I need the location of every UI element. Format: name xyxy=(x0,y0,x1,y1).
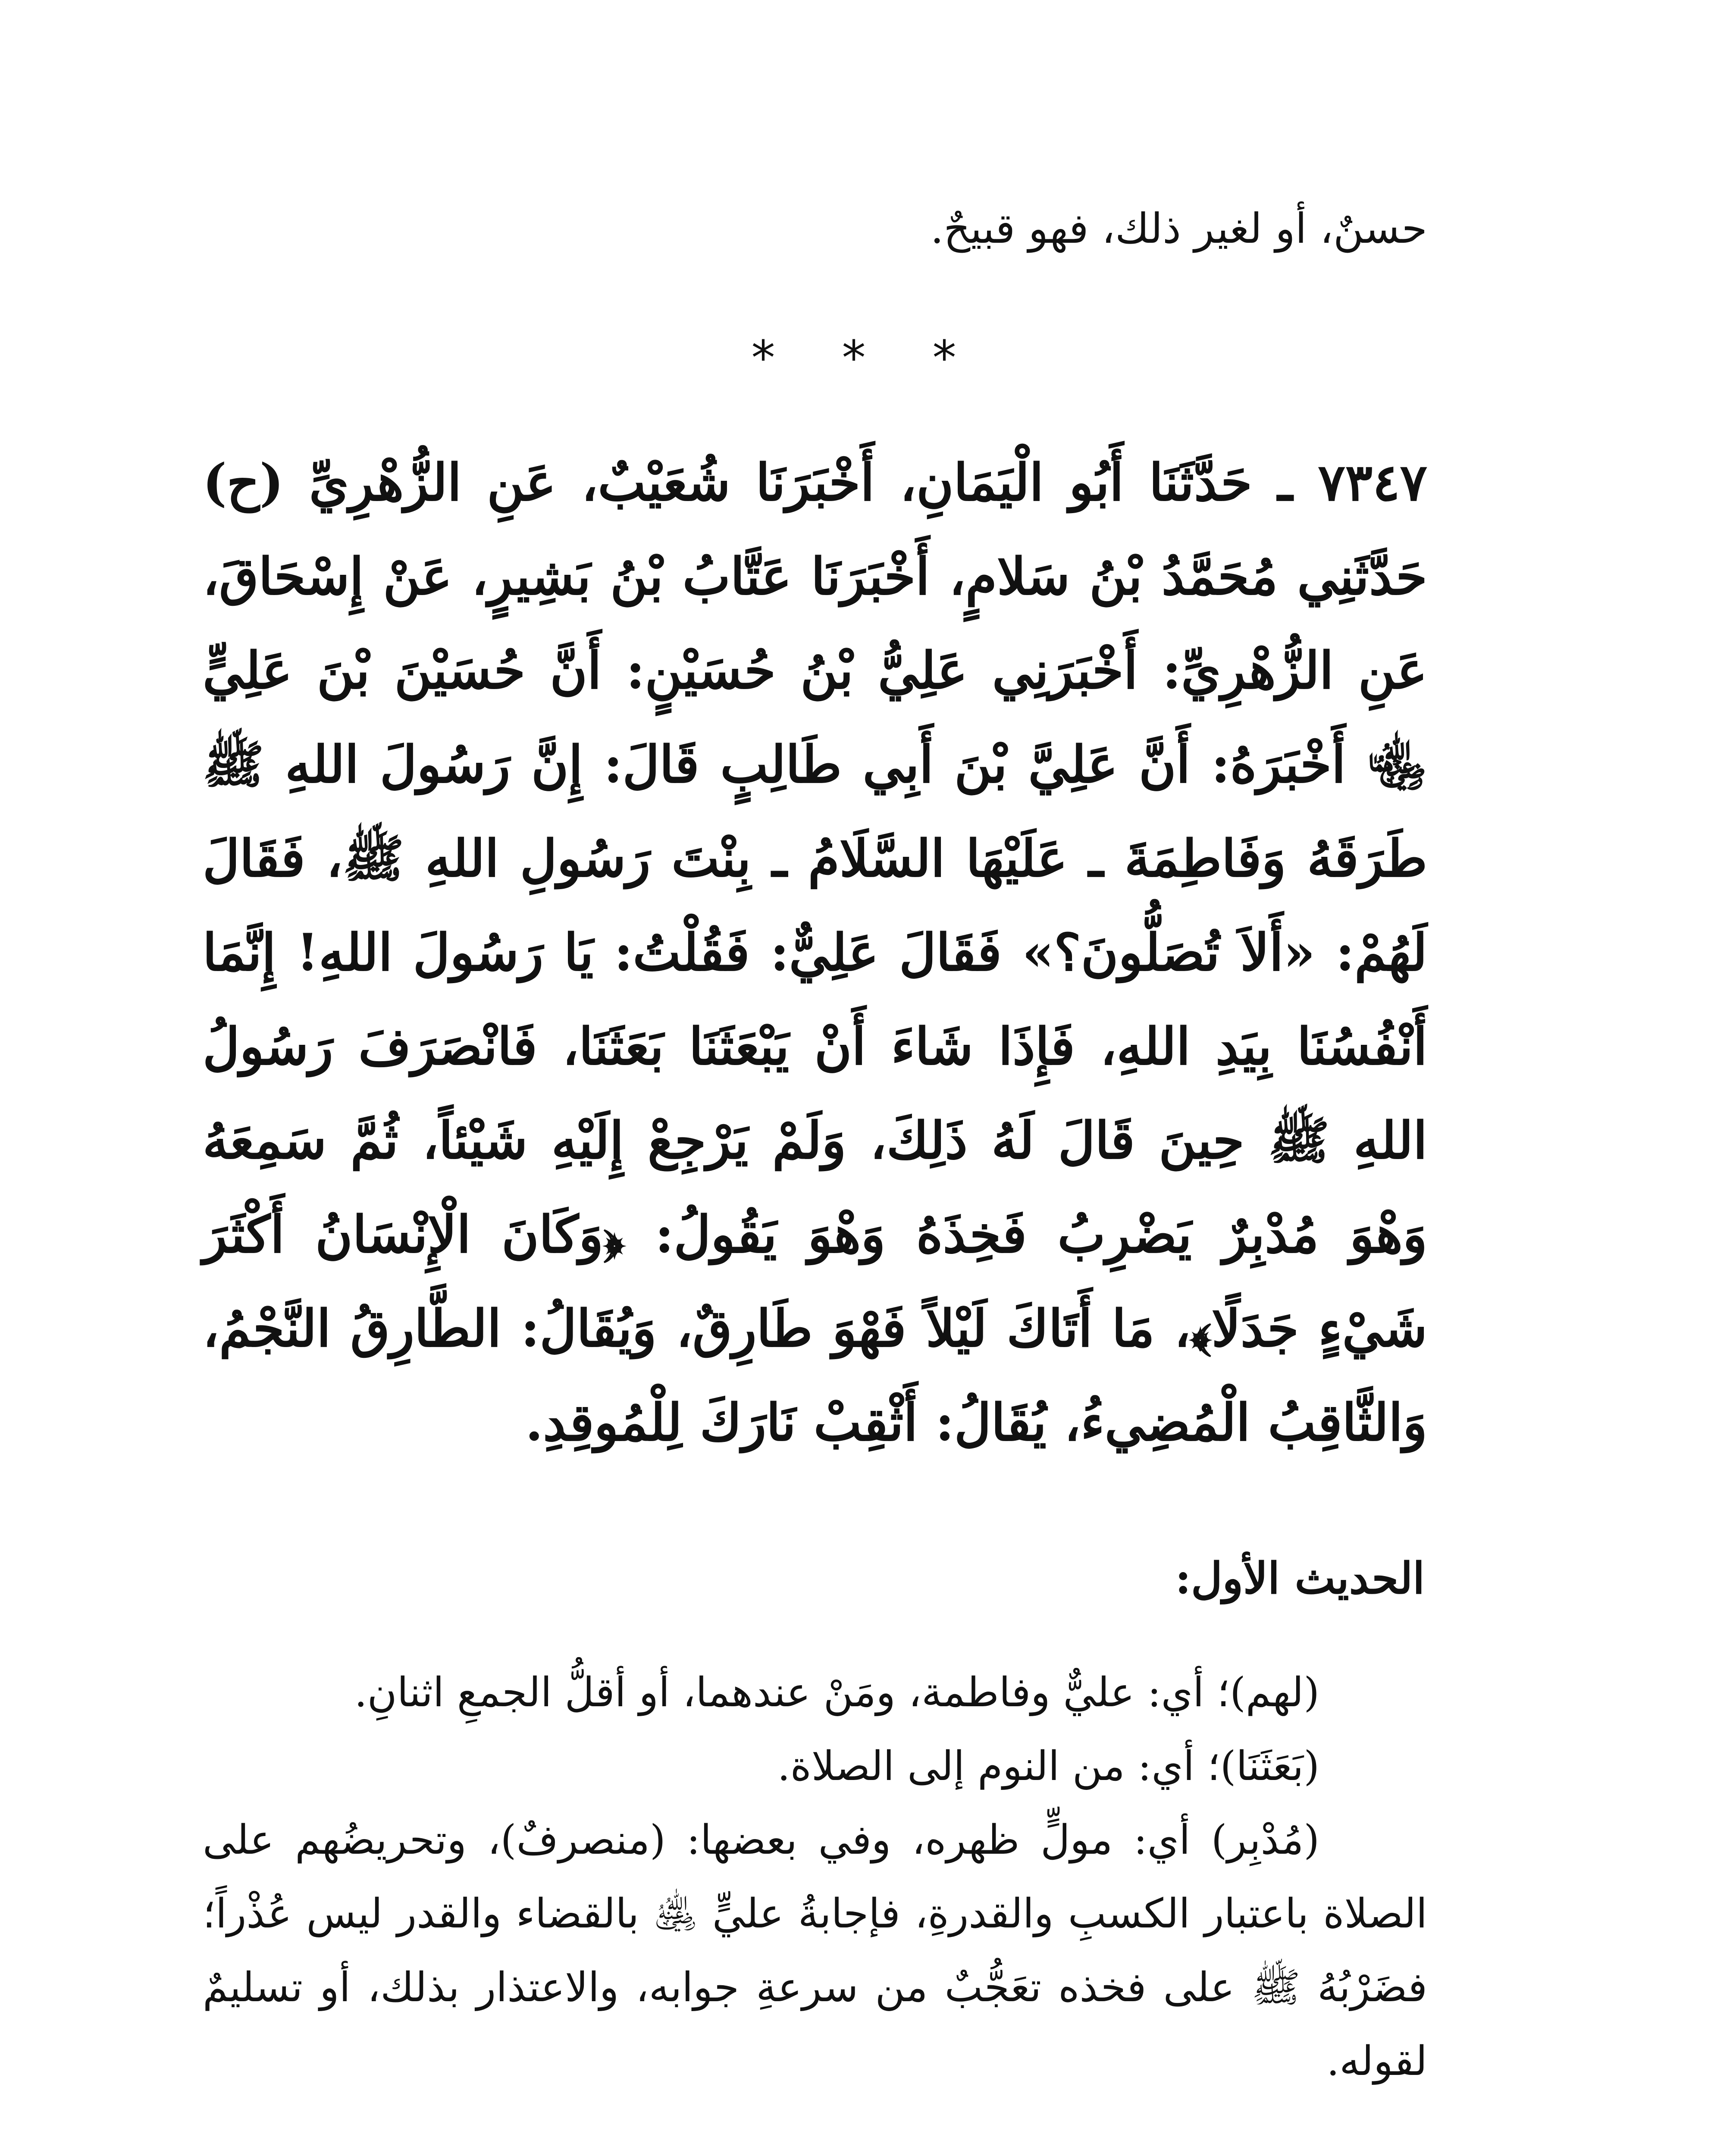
hadith-number: ٧٣٤٧ ـ xyxy=(1277,452,1427,512)
commentary-paragraph: (بَعَثَنَا)؛ أي: من النوم إلى الصلاة. xyxy=(777,1743,1319,1790)
commentary-paragraph: (مُدْبِر) أي: مولٍّ ظهره، وفي بعضها: (منصرفٌ)، وتحريضُهم على الصلاة باعتبار الكسبِ والقدرةِ، فإجابةُ عليٍّ ﵁ بالقضاء والقدر ليس عُذْراً؛ فضَرْبُهُ ﷺ على فخذه تعَجُّبٌ من سرعةِ جوابه، والاعتذار بذلك، أو تسليمٌ لقوله. xyxy=(203,1817,1427,2085)
hadith-block xyxy=(203,436,1427,1470)
commentary-paragraph: (لهم)؛ أي: عليٌّ وفاطمة، ومَنْ عندهما، أو أقلُّ الجمعِ اثنانِ. xyxy=(354,1669,1319,1716)
hadith-text: حَدَّثَنَا أَبُو الْيَمَانِ، أَخْبَرَنَا شُعَيْبٌ، عَنِ الزُّهْرِيِّ (ح) حَدَّثَنِي مُحَمَّدُ بْنُ سَلامٍ، أَخْبَرَنَا عَتَّابُ بْنُ بَشِيرٍ، عَنْ إِسْحَاقَ، عَنِ الزُّهْرِيِّ: أَخْبَرَنِي عَلِيُّ بْنُ حُسَيْنٍ: أَنَّ حُسَيْنَ بْنَ عَلِيٍّ ﵄ أَخْبَرَهُ: أَنَّ عَلِيَّ بْنَ أَبِي طَالِبٍ قَالَ: إِنَّ رَسُولَ اللهِ ﷺ طَرَقَهُ وَفَاطِمَةَ ـ عَلَيْهَا السَّلَامُ ـ بِنْتَ رَسُولِ اللهِ ﷺ، فَقَالَ لَهُمْ: «أَلاَ تُصَلُّونَ؟» فَقَالَ عَلِيٌّ: فَقُلْتُ: يَا رَسُولَ اللهِ! إِنَّمَا أَنْفُسُنَا بِيَدِ اللهِ، فَإِذَا شَاءَ أَنْ يَبْعَثَنَا بَعَثَنَا، فَانْصَرَفَ رَسُولُ اللهِ ﷺ حِينَ قَالَ لَهُ ذَلِكَ، وَلَمْ يَرْجِعْ إِلَيْهِ شَيْئاً، ثُمَّ سَمِعَهُ وَهْوَ مُدْبِرٌ يَضْرِبُ فَخِذَهُ وَهْوَ يَقُولُ: ﴿وَكَانَ الْإِنْسَانُ أَكْثَرَ شَيْءٍ جَدَلًا﴾، مَا أَتَاكَ لَيْلاً فَهْوَ طَارِقٌ، وَيُقَالُ: الطَّارِقُ النَّجْمُ، وَالثَّاقِبُ الْمُضِيءُ، يُقَالُ: أَثْقِبْ نَارَكَ لِلْمُوقِدِ. xyxy=(203,452,1427,1452)
section-heading: الحديث الأول: xyxy=(1175,1553,1425,1604)
intro-line: حسنٌ، أو لغير ذلك، فهو قبيحٌ. xyxy=(930,204,1427,253)
section-separator: * * * xyxy=(751,330,982,385)
commentary-block xyxy=(203,1656,1427,2098)
